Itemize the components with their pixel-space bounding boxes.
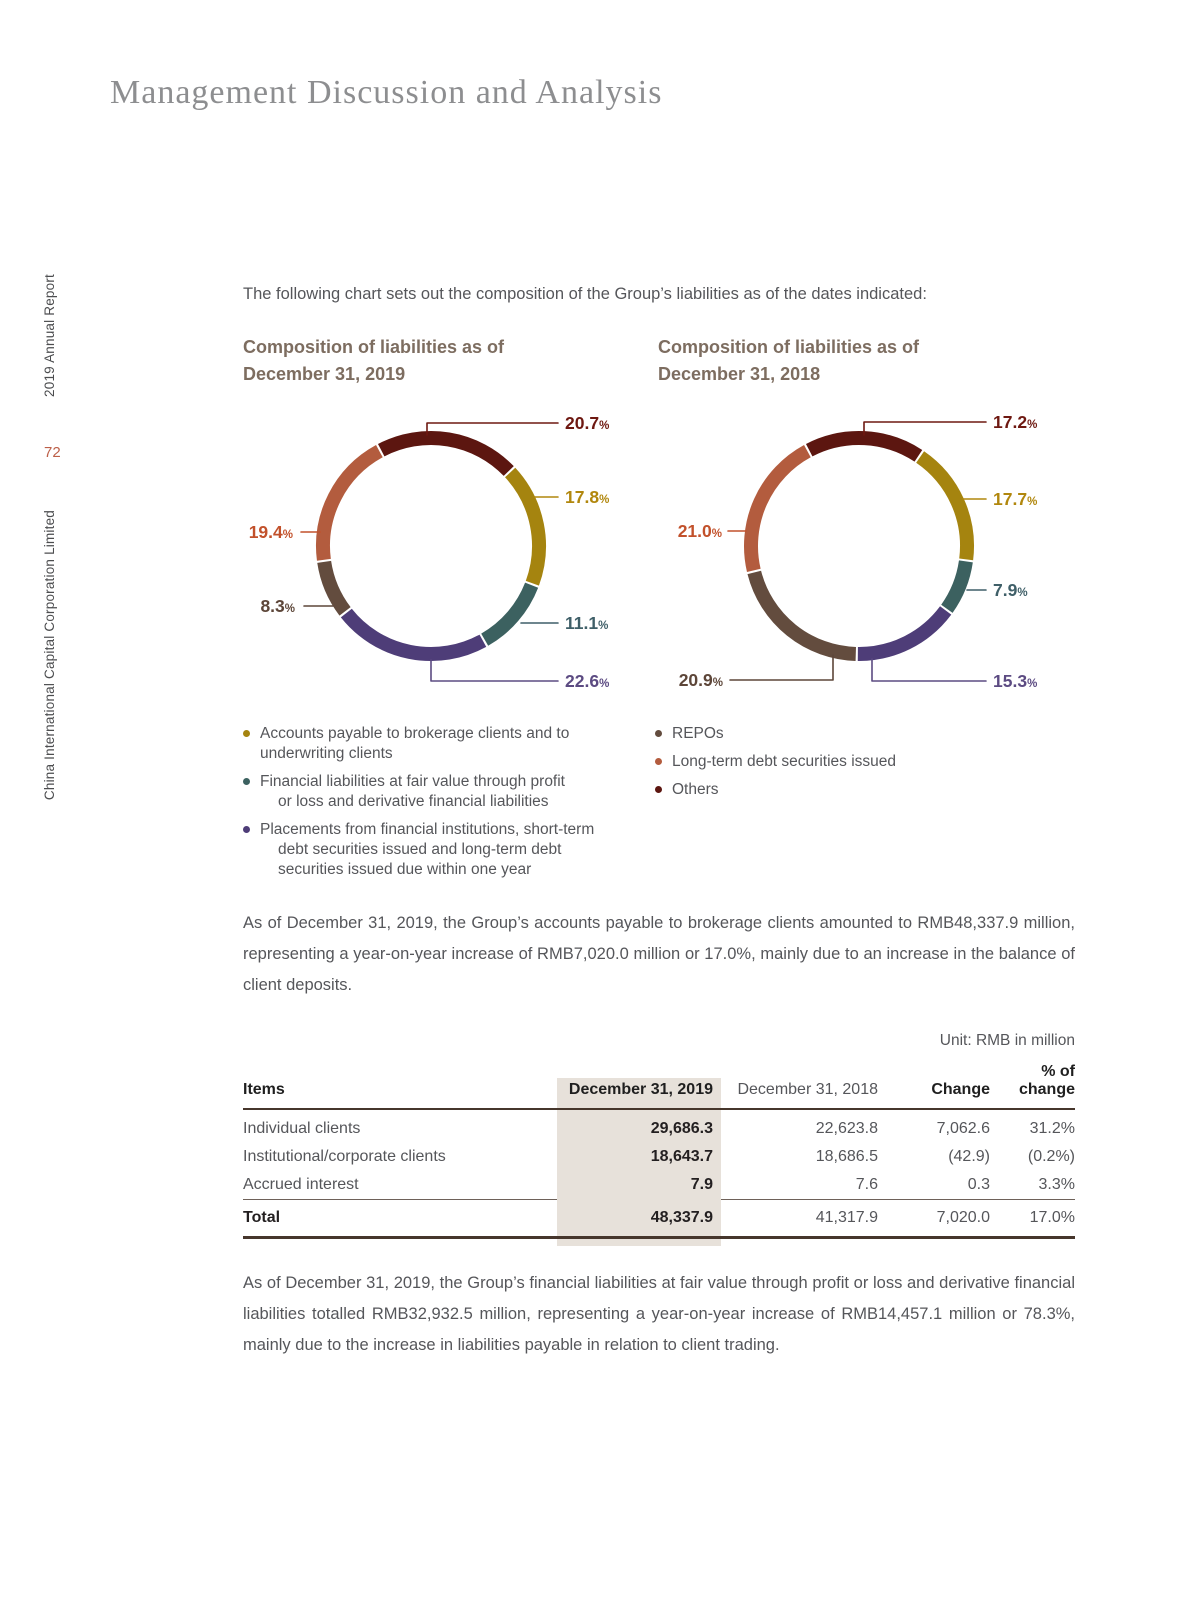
table-row (243, 1143, 1075, 1171)
donut-chart-2018 (655, 393, 1045, 703)
sidebar-annual-report-label: 2019 Annual Report (42, 274, 57, 397)
header-dec-2019: December 31, 2019 (568, 1081, 713, 1098)
unit-note: Unit: RMB in million (939, 1032, 1075, 1049)
legend-left-column (243, 724, 648, 888)
intro-text: The following chart sets out the composition of the Group’s liabilities as of the dates indicated: (243, 285, 927, 303)
percent-label: 7.9% (993, 580, 1028, 600)
table-cell: 29,686.3 (650, 1120, 713, 1137)
donut-segment (947, 561, 966, 608)
legend-item (655, 752, 1060, 772)
table-cell: (42.9) (948, 1148, 990, 1165)
donut-segment (346, 613, 483, 654)
table-cell: Accrued interest (243, 1176, 359, 1193)
chart-title-2019: Composition of liabilities as of December 31, 2019 (243, 337, 505, 384)
legend-bullet-icon (243, 778, 250, 785)
paragraph-accounts-payable: As of December 31, 2019, the Group’s accounts payable to brokerage clients amounted to RMB48,337.9 million, representing a year-on-year increase of RMB7,020.0 million or 17.0%, mainly due to an increase in the balance of client deposits. (243, 914, 1075, 994)
chart-title-2018: Composition of liabilities as of December 31, 2018 (658, 337, 920, 384)
donut-segment (485, 585, 532, 640)
donut-segment (381, 438, 509, 471)
percent-label: 17.8% (565, 487, 610, 507)
total-label: Total (243, 1209, 281, 1226)
paragraph-financial-liabilities: As of December 31, 2019, the Group’s financial liabilities at fair value through profit or loss and derivative financial liabilities totalled RMB32,932.5 million, representing a year-on-year increase of RMB14,457.1 million or 78.3%, mainly due to the increase in liabilities payable in relation to client trading. (243, 1274, 1075, 1354)
legend-item-label: debt securities issued and long-term debt (278, 841, 562, 858)
header-dec-2018: December 31, 2018 (737, 1081, 878, 1098)
page-number: 72 (44, 444, 61, 461)
percent-label: 8.3% (260, 596, 295, 616)
donut-chart-2019 (240, 393, 620, 703)
table-cell: 18,643.7 (650, 1148, 713, 1165)
table-cell: 7.6 (855, 1176, 878, 1193)
legend-item-label: Others (672, 781, 719, 798)
table-cell: Institutional/corporate clients (243, 1148, 446, 1165)
percent-label: 11.1% (565, 613, 609, 633)
legend-item-label: or loss and derivative financial liabilities (278, 793, 549, 810)
table-cell: 7.9 (690, 1176, 713, 1193)
donut-segment (751, 451, 807, 570)
leader-line (864, 422, 986, 435)
table-row (243, 1115, 1075, 1143)
donut-segment (920, 457, 967, 559)
percent-label: 15.3% (993, 671, 1038, 691)
legend-item (655, 724, 1060, 744)
table-cell: 31.2% (1029, 1120, 1075, 1137)
table-body (243, 1110, 1075, 1200)
legend-item-label: Financial liabilities at fair value through profit (260, 773, 565, 790)
donut-segment (809, 438, 918, 456)
percent-label: 20.9% (678, 670, 723, 690)
table-header-row (243, 1060, 1075, 1110)
legend-item-label: Accounts payable to brokerage clients and to (260, 725, 570, 742)
legend-bullet-icon (655, 786, 662, 793)
donut-segment (510, 473, 539, 584)
total-2019: 48,337.9 (650, 1209, 713, 1226)
legend-bullet-icon (243, 826, 250, 833)
header-pct-change: % of change (1018, 1063, 1075, 1098)
legend-right-column (655, 724, 1060, 808)
percent-label: 21.0% (677, 521, 722, 541)
leader-line (431, 660, 558, 681)
header-change: Change (931, 1081, 990, 1098)
percent-label: 17.2% (993, 412, 1038, 432)
donut-segment (858, 610, 946, 654)
table-cell: 22,623.8 (815, 1120, 878, 1137)
legend-bullet-icon (655, 730, 662, 737)
table-cell: 0.3 (967, 1176, 990, 1193)
leader-line (872, 659, 986, 681)
sidebar-company-label: China International Capital Corporation Limited (42, 510, 57, 801)
table-cell: Individual clients (243, 1120, 361, 1137)
percent-label: 22.6% (565, 671, 610, 691)
table-cell: (0.2%) (1027, 1148, 1075, 1165)
page-title: Management Discussion and Analysis (110, 74, 663, 111)
legend-item (243, 724, 648, 764)
chart-liabilities-2018 (655, 330, 1045, 710)
donut-segment (323, 451, 379, 560)
total-change: 7,020.0 (936, 1209, 990, 1226)
percent-label: 20.7% (565, 413, 610, 433)
liabilities-table (243, 1060, 1075, 1239)
legend-bullet-icon (655, 758, 662, 765)
donut-svg (240, 393, 620, 703)
percent-label: 19.4% (248, 522, 293, 542)
donut-segment (324, 562, 345, 612)
table-cell: 7,062.6 (936, 1120, 990, 1137)
legend-item-label: REPOs (672, 725, 724, 742)
legend-bullet-icon (243, 730, 250, 737)
percent-label: 17.7% (993, 489, 1038, 509)
legend-item (243, 772, 648, 812)
legend-item-label: underwriting clients (260, 745, 393, 762)
legend-item-label: Placements from financial institutions, short-term (260, 821, 595, 838)
legend-item (655, 780, 1060, 800)
chart-liabilities-2019 (240, 330, 620, 710)
legend-item-label: securities issued due within one year (278, 861, 532, 878)
donut-segment (754, 572, 856, 654)
legend-item (243, 820, 648, 880)
leader-line (730, 655, 833, 680)
total-pct: 17.0% (1029, 1209, 1075, 1226)
table-total-row (243, 1200, 1075, 1239)
total-2018: 41,317.9 (815, 1209, 878, 1226)
legend-item-label: Long-term debt securities issued (672, 753, 897, 770)
table-row (243, 1171, 1075, 1199)
table-cell: 18,686.5 (815, 1148, 878, 1165)
header-items: Items (243, 1081, 285, 1098)
donut-svg (655, 393, 1045, 703)
table-cell: 3.3% (1038, 1176, 1075, 1193)
